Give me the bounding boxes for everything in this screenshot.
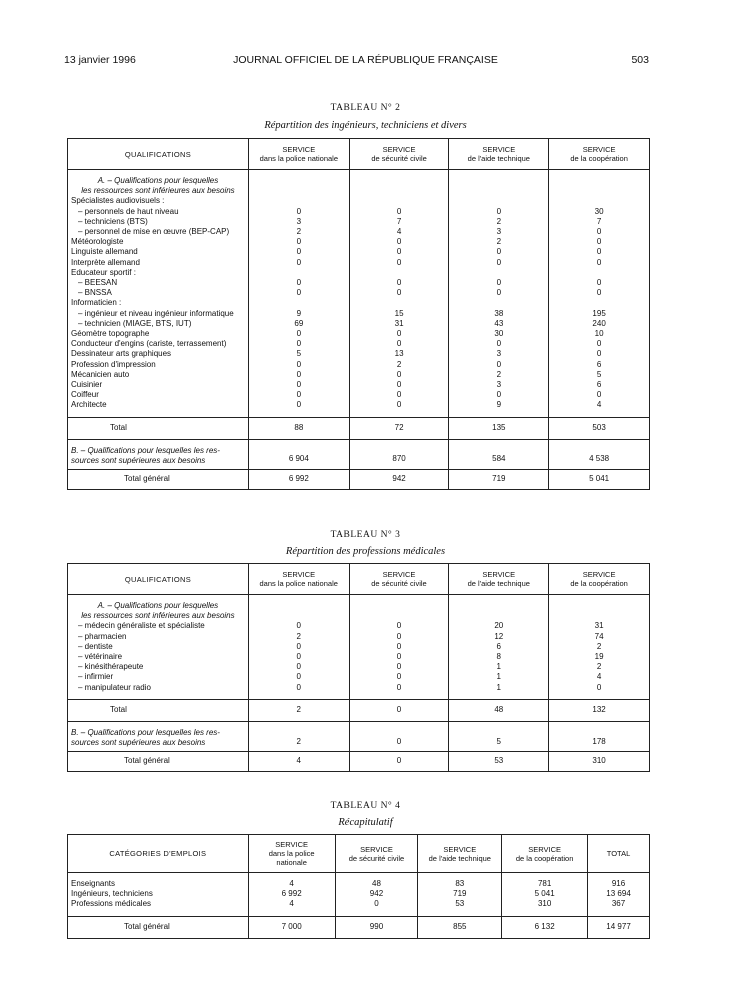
- row-value: 6 992: [248, 889, 335, 899]
- row-value: 240: [549, 319, 650, 329]
- row-value: 0: [349, 288, 449, 298]
- row-value: 0: [248, 672, 349, 682]
- row-value: 1: [449, 683, 549, 693]
- row-label: – manipulateur radio: [68, 683, 249, 693]
- t2-header-qualifications: QUALIFICATIONS: [68, 139, 249, 170]
- table-row: [68, 400, 650, 410]
- row-value: 9: [248, 309, 349, 319]
- total-value: 0: [349, 699, 449, 721]
- row-value: 2: [549, 642, 650, 652]
- row-label: – pharmacien: [68, 632, 249, 642]
- row-value: 4: [248, 899, 335, 909]
- row-value: 0: [349, 258, 449, 268]
- row-value: 0: [349, 400, 449, 410]
- row-value: [349, 196, 449, 206]
- row-value: 48: [335, 879, 418, 889]
- row-label: Linguiste allemand: [68, 247, 249, 257]
- table-row: [68, 889, 650, 899]
- grand-total-value: 6 992: [248, 469, 349, 489]
- row-value: 942: [335, 889, 418, 899]
- row-value: 0: [248, 339, 349, 349]
- grand-total-value: 4: [248, 751, 349, 771]
- table-row: [68, 339, 650, 349]
- row-value: [349, 268, 449, 278]
- row-value: 12: [449, 632, 549, 642]
- row-value: 0: [248, 400, 349, 410]
- table-row: [68, 278, 650, 288]
- row-value: 4: [248, 879, 335, 889]
- row-value: 0: [449, 360, 549, 370]
- row-value: 367: [588, 899, 650, 909]
- row-value: 0: [248, 662, 349, 672]
- table-row: [68, 237, 650, 247]
- grand-total-value: 310: [549, 751, 650, 771]
- header-date: 13 janvier 1996: [64, 54, 136, 66]
- row-value: 15: [349, 309, 449, 319]
- row-value: 30: [549, 207, 650, 217]
- row-label: – médecin généraliste et spécialiste: [68, 621, 249, 631]
- row-label: – BNSSA: [68, 288, 249, 298]
- row-value: 3: [449, 349, 549, 359]
- row-value: 0: [349, 652, 449, 662]
- row-value: 0: [248, 258, 349, 268]
- row-label: – technicien (MIAGE, BTS, IUT): [68, 319, 249, 329]
- row-value: 3: [449, 380, 549, 390]
- grand-total-label: Total général: [68, 469, 249, 489]
- row-value: 4: [549, 400, 650, 410]
- row-label: Informaticien :: [68, 298, 249, 308]
- row-value: [248, 196, 349, 206]
- grand-total-value: 719: [449, 469, 549, 489]
- row-value: 0: [549, 247, 650, 257]
- t3-header-police: SERVICE dans la police nationale: [248, 564, 349, 595]
- row-label: – vétérinaire: [68, 652, 249, 662]
- row-value: 0: [248, 390, 349, 400]
- row-value: 0: [248, 380, 349, 390]
- grand-total-label: Total général: [68, 916, 249, 938]
- row-value: 0: [349, 642, 449, 652]
- table-row: [68, 632, 650, 642]
- row-value: 0: [349, 683, 449, 693]
- section-b-label: B. – Qualifications pour lesquelles les res- sources sont supérieures aux besoins: [68, 721, 249, 751]
- row-value: 31: [549, 621, 650, 631]
- row-value: [549, 196, 650, 206]
- row-value: 4: [349, 227, 449, 237]
- t2-section-a: A. – Qualifications pour lesquelles les ressources sont inférieures aux besoins: [68, 176, 650, 196]
- row-value: 5: [248, 349, 349, 359]
- t4-header-securite: SERVICE de sécurité civile: [335, 835, 418, 873]
- row-value: 2: [449, 217, 549, 227]
- row-value: 0: [349, 339, 449, 349]
- table-row: [68, 268, 650, 278]
- row-label: – infirmier: [68, 672, 249, 682]
- t4-header-categories: CATÉGORIES D'EMPLOIS: [68, 835, 249, 873]
- row-value: [449, 268, 549, 278]
- row-value: 3: [248, 217, 349, 227]
- total-value: 88: [248, 417, 349, 439]
- section-b-value: 6 904: [248, 439, 349, 469]
- t3-header-cooperation: SERVICE de la coopération: [549, 564, 650, 595]
- row-value: 13: [349, 349, 449, 359]
- row-label: – BEESAN: [68, 278, 249, 288]
- table-row: [68, 662, 650, 672]
- row-value: 0: [449, 258, 549, 268]
- table4: [67, 834, 650, 939]
- row-value: 916: [588, 879, 650, 889]
- row-value: [449, 196, 549, 206]
- table3-title: Répartition des professions médicales: [285, 546, 446, 557]
- grand-total-value: 7 000: [248, 916, 335, 938]
- total-value: 132: [549, 699, 650, 721]
- row-value: 0: [349, 662, 449, 672]
- grand-total-value: 14 977: [588, 916, 650, 938]
- section-b-row: [68, 439, 650, 469]
- row-value: 195: [549, 309, 650, 319]
- row-value: 2: [449, 237, 549, 247]
- row-label: Ingénieurs, techniciens: [68, 889, 249, 899]
- row-value: 0: [449, 288, 549, 298]
- section-b-value: 584: [449, 439, 549, 469]
- row-value: 1: [449, 672, 549, 682]
- row-value: [449, 298, 549, 308]
- row-value: 0: [349, 278, 449, 288]
- grand-total-value: 5 041: [549, 469, 650, 489]
- row-value: 0: [549, 339, 650, 349]
- table-row: [68, 329, 650, 339]
- t3-header-securite: SERVICE de sécurité civile: [349, 564, 449, 595]
- row-label: Mécanicien auto: [68, 370, 249, 380]
- row-label: Professions médicales: [68, 899, 249, 909]
- row-value: 0: [248, 247, 349, 257]
- row-value: 0: [549, 349, 650, 359]
- header-journal-title: JOURNAL OFFICIEL DE LA RÉPUBLIQUE FRANÇAISE: [233, 54, 498, 66]
- row-value: [549, 268, 650, 278]
- grand-total-label: Total général: [68, 751, 249, 771]
- row-value: 0: [449, 390, 549, 400]
- row-value: 13 694: [588, 889, 650, 899]
- table-row: [68, 349, 650, 359]
- table-row: [68, 879, 650, 889]
- row-value: [248, 268, 349, 278]
- row-value: 0: [248, 237, 349, 247]
- grand-total-value: 53: [449, 751, 549, 771]
- row-value: 310: [502, 899, 588, 909]
- row-value: 0: [449, 339, 549, 349]
- table-row: [68, 899, 650, 909]
- section-b-value: 870: [349, 439, 449, 469]
- row-value: 20: [449, 621, 549, 631]
- row-value: 43: [449, 319, 549, 329]
- row-value: 2: [449, 370, 549, 380]
- section-b-value: 4 538: [549, 439, 650, 469]
- row-value: 10: [549, 329, 650, 339]
- row-label: – personnel de mise en œuvre (BEP-CAP): [68, 227, 249, 237]
- t4-header-cooperation: SERVICE de la coopération: [502, 835, 588, 873]
- row-label: Météorologiste: [68, 237, 249, 247]
- section-b-value: 2: [248, 721, 349, 751]
- row-value: 53: [418, 899, 502, 909]
- row-value: 2: [248, 227, 349, 237]
- t3-header-aide: SERVICE de l'aide technique: [449, 564, 549, 595]
- row-value: 1: [449, 662, 549, 672]
- total-value: 135: [449, 417, 549, 439]
- row-value: 2: [248, 632, 349, 642]
- row-value: 38: [449, 309, 549, 319]
- row-value: 0: [248, 652, 349, 662]
- row-value: [349, 298, 449, 308]
- table-row: [68, 370, 650, 380]
- total-value: 503: [549, 417, 650, 439]
- table-row: [68, 217, 650, 227]
- row-value: 0: [349, 632, 449, 642]
- table-row: [68, 288, 650, 298]
- row-value: 0: [549, 683, 650, 693]
- total-label: Total: [68, 417, 249, 439]
- row-label: Interprète allemand: [68, 258, 249, 268]
- row-value: 69: [248, 319, 349, 329]
- grand-total-row: [68, 751, 650, 771]
- table4-number: TABLEAU N° 4: [330, 801, 401, 811]
- table-row: [68, 390, 650, 400]
- table-row: [68, 298, 650, 308]
- total-row: [68, 699, 650, 721]
- t3-header-qualifications: QUALIFICATIONS: [68, 564, 249, 595]
- row-value: 7: [549, 217, 650, 227]
- row-value: 0: [549, 237, 650, 247]
- table4-title: Récapitulatif: [338, 817, 393, 828]
- section-b-value: 178: [549, 721, 650, 751]
- total-value: 2: [248, 699, 349, 721]
- row-value: 4: [549, 672, 650, 682]
- total-value: 48: [449, 699, 549, 721]
- row-label: Educateur sportif :: [68, 268, 249, 278]
- total-value: 72: [349, 417, 449, 439]
- row-value: [549, 298, 650, 308]
- row-value: 6: [449, 642, 549, 652]
- row-label: Cuisinier: [68, 380, 249, 390]
- table-row: [68, 207, 650, 217]
- row-value: 0: [549, 227, 650, 237]
- row-value: 0: [248, 329, 349, 339]
- t4-header-total: TOTAL: [588, 835, 650, 873]
- row-value: 781: [502, 879, 588, 889]
- row-value: 0: [549, 288, 650, 298]
- table-row: [68, 227, 650, 237]
- row-value: 7: [349, 217, 449, 227]
- row-value: 0: [349, 370, 449, 380]
- row-value: 5 041: [502, 889, 588, 899]
- row-value: 0: [549, 390, 650, 400]
- table-row: [68, 652, 650, 662]
- row-label: Conducteur d'engins (cariste, terrassement): [68, 339, 249, 349]
- table-row: [68, 360, 650, 370]
- table-row: [68, 380, 650, 390]
- row-value: 19: [549, 652, 650, 662]
- row-value: [248, 298, 349, 308]
- grand-total-value: 942: [349, 469, 449, 489]
- table-row: [68, 642, 650, 652]
- row-value: 0: [248, 360, 349, 370]
- row-value: 0: [449, 207, 549, 217]
- row-value: 0: [349, 329, 449, 339]
- row-label: Spécialistes audiovisuels :: [68, 196, 249, 206]
- row-value: 0: [449, 278, 549, 288]
- row-label: Géomètre topographe: [68, 329, 249, 339]
- row-label: – dentiste: [68, 642, 249, 652]
- row-value: 8: [449, 652, 549, 662]
- table3: [67, 563, 650, 772]
- header-page-number: 503: [631, 54, 649, 66]
- row-value: 0: [349, 380, 449, 390]
- section-b-value: 5: [449, 721, 549, 751]
- t4-header-aide: SERVICE de l'aide technique: [418, 835, 502, 873]
- row-value: 0: [349, 207, 449, 217]
- row-value: 6: [549, 380, 650, 390]
- t2-header-securite: SERVICE de sécurité civile: [349, 139, 449, 170]
- section-b-row: [68, 721, 650, 751]
- total-row: [68, 417, 650, 439]
- row-label: – personnels de haut niveau: [68, 207, 249, 217]
- table-row: [68, 258, 650, 268]
- row-value: 0: [248, 370, 349, 380]
- grand-total-value: 6 132: [502, 916, 588, 938]
- t3-section-a: A. – Qualifications pour lesquelles les ressources sont inférieures aux besoins: [68, 601, 650, 621]
- table2-number: TABLEAU N° 2: [330, 103, 401, 113]
- row-value: 0: [349, 247, 449, 257]
- row-value: 0: [248, 683, 349, 693]
- row-value: 74: [549, 632, 650, 642]
- row-label: – kinésithérapeute: [68, 662, 249, 672]
- row-value: 0: [549, 258, 650, 268]
- row-value: 0: [248, 288, 349, 298]
- row-value: 0: [349, 621, 449, 631]
- row-value: 83: [418, 879, 502, 889]
- grand-total-value: 855: [418, 916, 502, 938]
- row-label: Coiffeur: [68, 390, 249, 400]
- row-value: 0: [248, 621, 349, 631]
- row-label: Dessinateur arts graphiques: [68, 349, 249, 359]
- row-value: 719: [418, 889, 502, 899]
- row-value: 3: [449, 227, 549, 237]
- row-value: 0: [248, 207, 349, 217]
- row-value: 30: [449, 329, 549, 339]
- grand-total-row: [68, 916, 650, 938]
- table3-number: TABLEAU N° 3: [330, 530, 401, 540]
- row-value: 6: [549, 360, 650, 370]
- row-value: 0: [349, 672, 449, 682]
- grand-total-value: 990: [335, 916, 418, 938]
- row-label: – techniciens (BTS): [68, 217, 249, 227]
- table-row: [68, 683, 650, 693]
- row-value: 0: [349, 390, 449, 400]
- row-value: 0: [449, 247, 549, 257]
- t2-header-cooperation: SERVICE de la coopération: [549, 139, 650, 170]
- row-value: 0: [248, 642, 349, 652]
- row-value: 0: [248, 278, 349, 288]
- row-value: 9: [449, 400, 549, 410]
- grand-total-row: [68, 469, 650, 489]
- row-value: 0: [349, 237, 449, 247]
- row-value: 31: [349, 319, 449, 329]
- table-row: [68, 621, 650, 631]
- row-value: 2: [349, 360, 449, 370]
- table-row: [68, 672, 650, 682]
- table-row: [68, 196, 650, 206]
- row-label: Enseignants: [68, 879, 249, 889]
- row-label: Profession d'impression: [68, 360, 249, 370]
- row-value: 0: [335, 899, 418, 909]
- t2-header-aide: SERVICE de l'aide technique: [449, 139, 549, 170]
- table-row: [68, 319, 650, 329]
- table2-title: Répartition des ingénieurs, techniciens et divers: [264, 120, 467, 131]
- section-b-label: B. – Qualifications pour lesquelles les res- sources sont supérieures aux besoins: [68, 439, 249, 469]
- row-value: 2: [549, 662, 650, 672]
- table-row: [68, 309, 650, 319]
- row-label: Architecte: [68, 400, 249, 410]
- table-row: [68, 247, 650, 257]
- table2: [67, 138, 650, 490]
- total-label: Total: [68, 699, 249, 721]
- row-label: – ingénieur et niveau ingénieur informatique: [68, 309, 249, 319]
- row-value: 0: [549, 278, 650, 288]
- grand-total-value: 0: [349, 751, 449, 771]
- t2-header-police: SERVICE dans la police nationale: [248, 139, 349, 170]
- section-b-value: 0: [349, 721, 449, 751]
- row-value: 5: [549, 370, 650, 380]
- t4-header-police: SERVICE dans la police nationale: [248, 835, 335, 873]
